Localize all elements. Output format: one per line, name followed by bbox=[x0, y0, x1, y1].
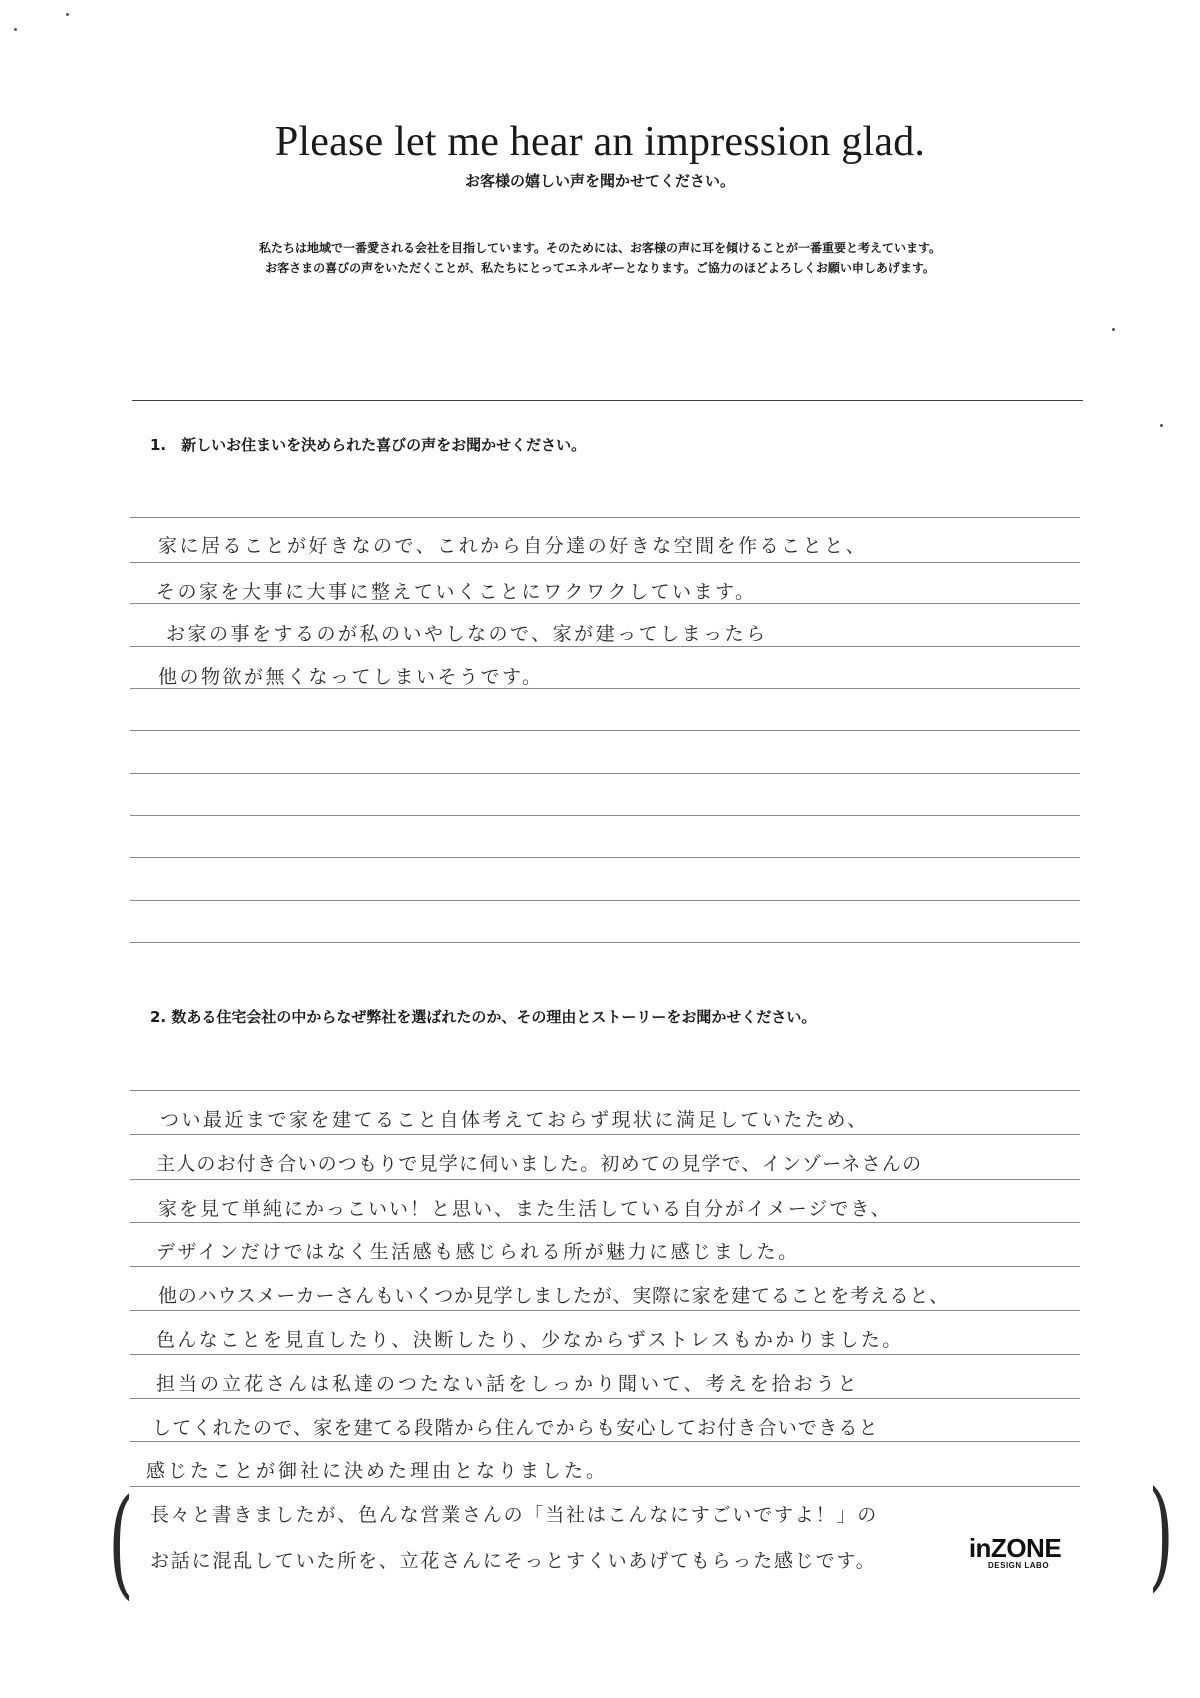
handwritten-answer-line: 主人のお付き合いのつもりで見学に伺いました。初めての見学で、インゾーネさんの bbox=[156, 1153, 923, 1175]
answer-rule bbox=[130, 1090, 1080, 1091]
answer-rule bbox=[130, 517, 1080, 518]
scan-speck bbox=[1112, 328, 1115, 331]
open-paren-mark: ( bbox=[108, 1473, 134, 1611]
handwritten-answer-line: お家の事をするのが私のいやしなので、家が建ってしまったら bbox=[166, 623, 768, 645]
answer-rule bbox=[130, 646, 1080, 647]
answer-rule bbox=[130, 857, 1080, 858]
handwritten-answer-line: 色んなことを見直したり、決断したり、少なからずストレスもかかりました。 bbox=[156, 1329, 904, 1351]
intro-text-line: お客さまの喜びの声をいただくことが、私たちにとってエネルギーとなります。ご協力のほどよろしくお願い申しあげます。 bbox=[265, 261, 935, 275]
answer-rule bbox=[130, 1354, 1080, 1355]
inzone-logo bbox=[960, 1535, 1070, 1570]
handwritten-answer-line: デザインだけではなく生活感も感じられる所が魅力に感じました。 bbox=[156, 1241, 800, 1263]
answer-rule bbox=[130, 1134, 1080, 1135]
scan-speck bbox=[66, 13, 69, 16]
answer-rule bbox=[130, 1310, 1080, 1311]
answer-rule bbox=[130, 1222, 1080, 1223]
answer-rule bbox=[130, 815, 1080, 816]
answer-rule bbox=[130, 900, 1080, 901]
answer-rule bbox=[130, 1441, 1080, 1442]
handwritten-aside-line: お話に混乱していた所を、立花さんにそっとすくいあげてもらった感じです。 bbox=[150, 1550, 877, 1572]
logo-subtext: DESIGN LABO bbox=[988, 1561, 1050, 1570]
answer-rule bbox=[130, 1179, 1080, 1180]
answer-rule bbox=[130, 773, 1080, 774]
scan-speck bbox=[14, 28, 17, 31]
handwritten-answer-line: 家を見て単純にかっこいい！と思い、また生活している自分がイメージでき、 bbox=[158, 1198, 892, 1220]
handwritten-answer-line: 家に居ることが好きなので、これから自分達の好きな空間を作ることと、 bbox=[158, 535, 868, 557]
handwritten-answer-line: 他のハウスメーカーさんもいくつか見学しましたが、実際に家を建てることを考えると、 bbox=[158, 1285, 950, 1307]
page-subtitle: お客様の嬉しい声を聞かせてください。 bbox=[464, 172, 735, 190]
question-2-label: 2. 数ある住宅会社の中からなぜ弊社を選ばれたのか、その理由とストーリーをお聞かせください。 bbox=[150, 1008, 817, 1026]
close-paren-mark: ) bbox=[1148, 1465, 1174, 1603]
scan-speck bbox=[1160, 424, 1163, 427]
answer-rule bbox=[130, 942, 1080, 943]
handwritten-answer-line: 担当の立花さんは私達のつたない話をしっかり聞いて、考えを拾おうと bbox=[156, 1373, 860, 1395]
intro-text-line: 私たちは地域で一番愛される会社を目指しています。そのためには、お客様の声に耳を傾けることが一番重要と考えています。 bbox=[258, 241, 942, 255]
handwritten-answer-line: その家を大事に大事に整えていくことにワクワクしています。 bbox=[156, 581, 757, 603]
page-title: Please let me hear an impression glad. bbox=[274, 119, 926, 165]
answer-rule bbox=[130, 1398, 1080, 1399]
handwritten-answer-line: してくれたので、家を建てる段階から住んでからも安心してお付き合いできると bbox=[152, 1417, 879, 1439]
question-1-label: 1. 新しいお住まいを決められた喜びの声をお聞かせください。 bbox=[150, 436, 587, 454]
answer-rule bbox=[130, 730, 1080, 731]
handwritten-answer-line: 感じたことが御社に決めた理由となりました。 bbox=[146, 1460, 609, 1482]
handwritten-answer-line: つい最近まで家を建てること自体考えておらず現状に満足していたため、 bbox=[160, 1109, 869, 1131]
logo-wordmark: inZONE bbox=[968, 1533, 1062, 1563]
answer-rule bbox=[130, 1486, 1080, 1487]
answer-rule bbox=[130, 1266, 1080, 1267]
answer-rule bbox=[130, 562, 1080, 563]
handwritten-aside-line: 長々と書きましたが、色んな営業さんの「当社はこんなにすごいですよ！」の bbox=[150, 1504, 879, 1526]
handwritten-answer-line: 他の物欲が無くなってしまいそうです。 bbox=[158, 666, 544, 688]
section-divider bbox=[132, 400, 1083, 401]
